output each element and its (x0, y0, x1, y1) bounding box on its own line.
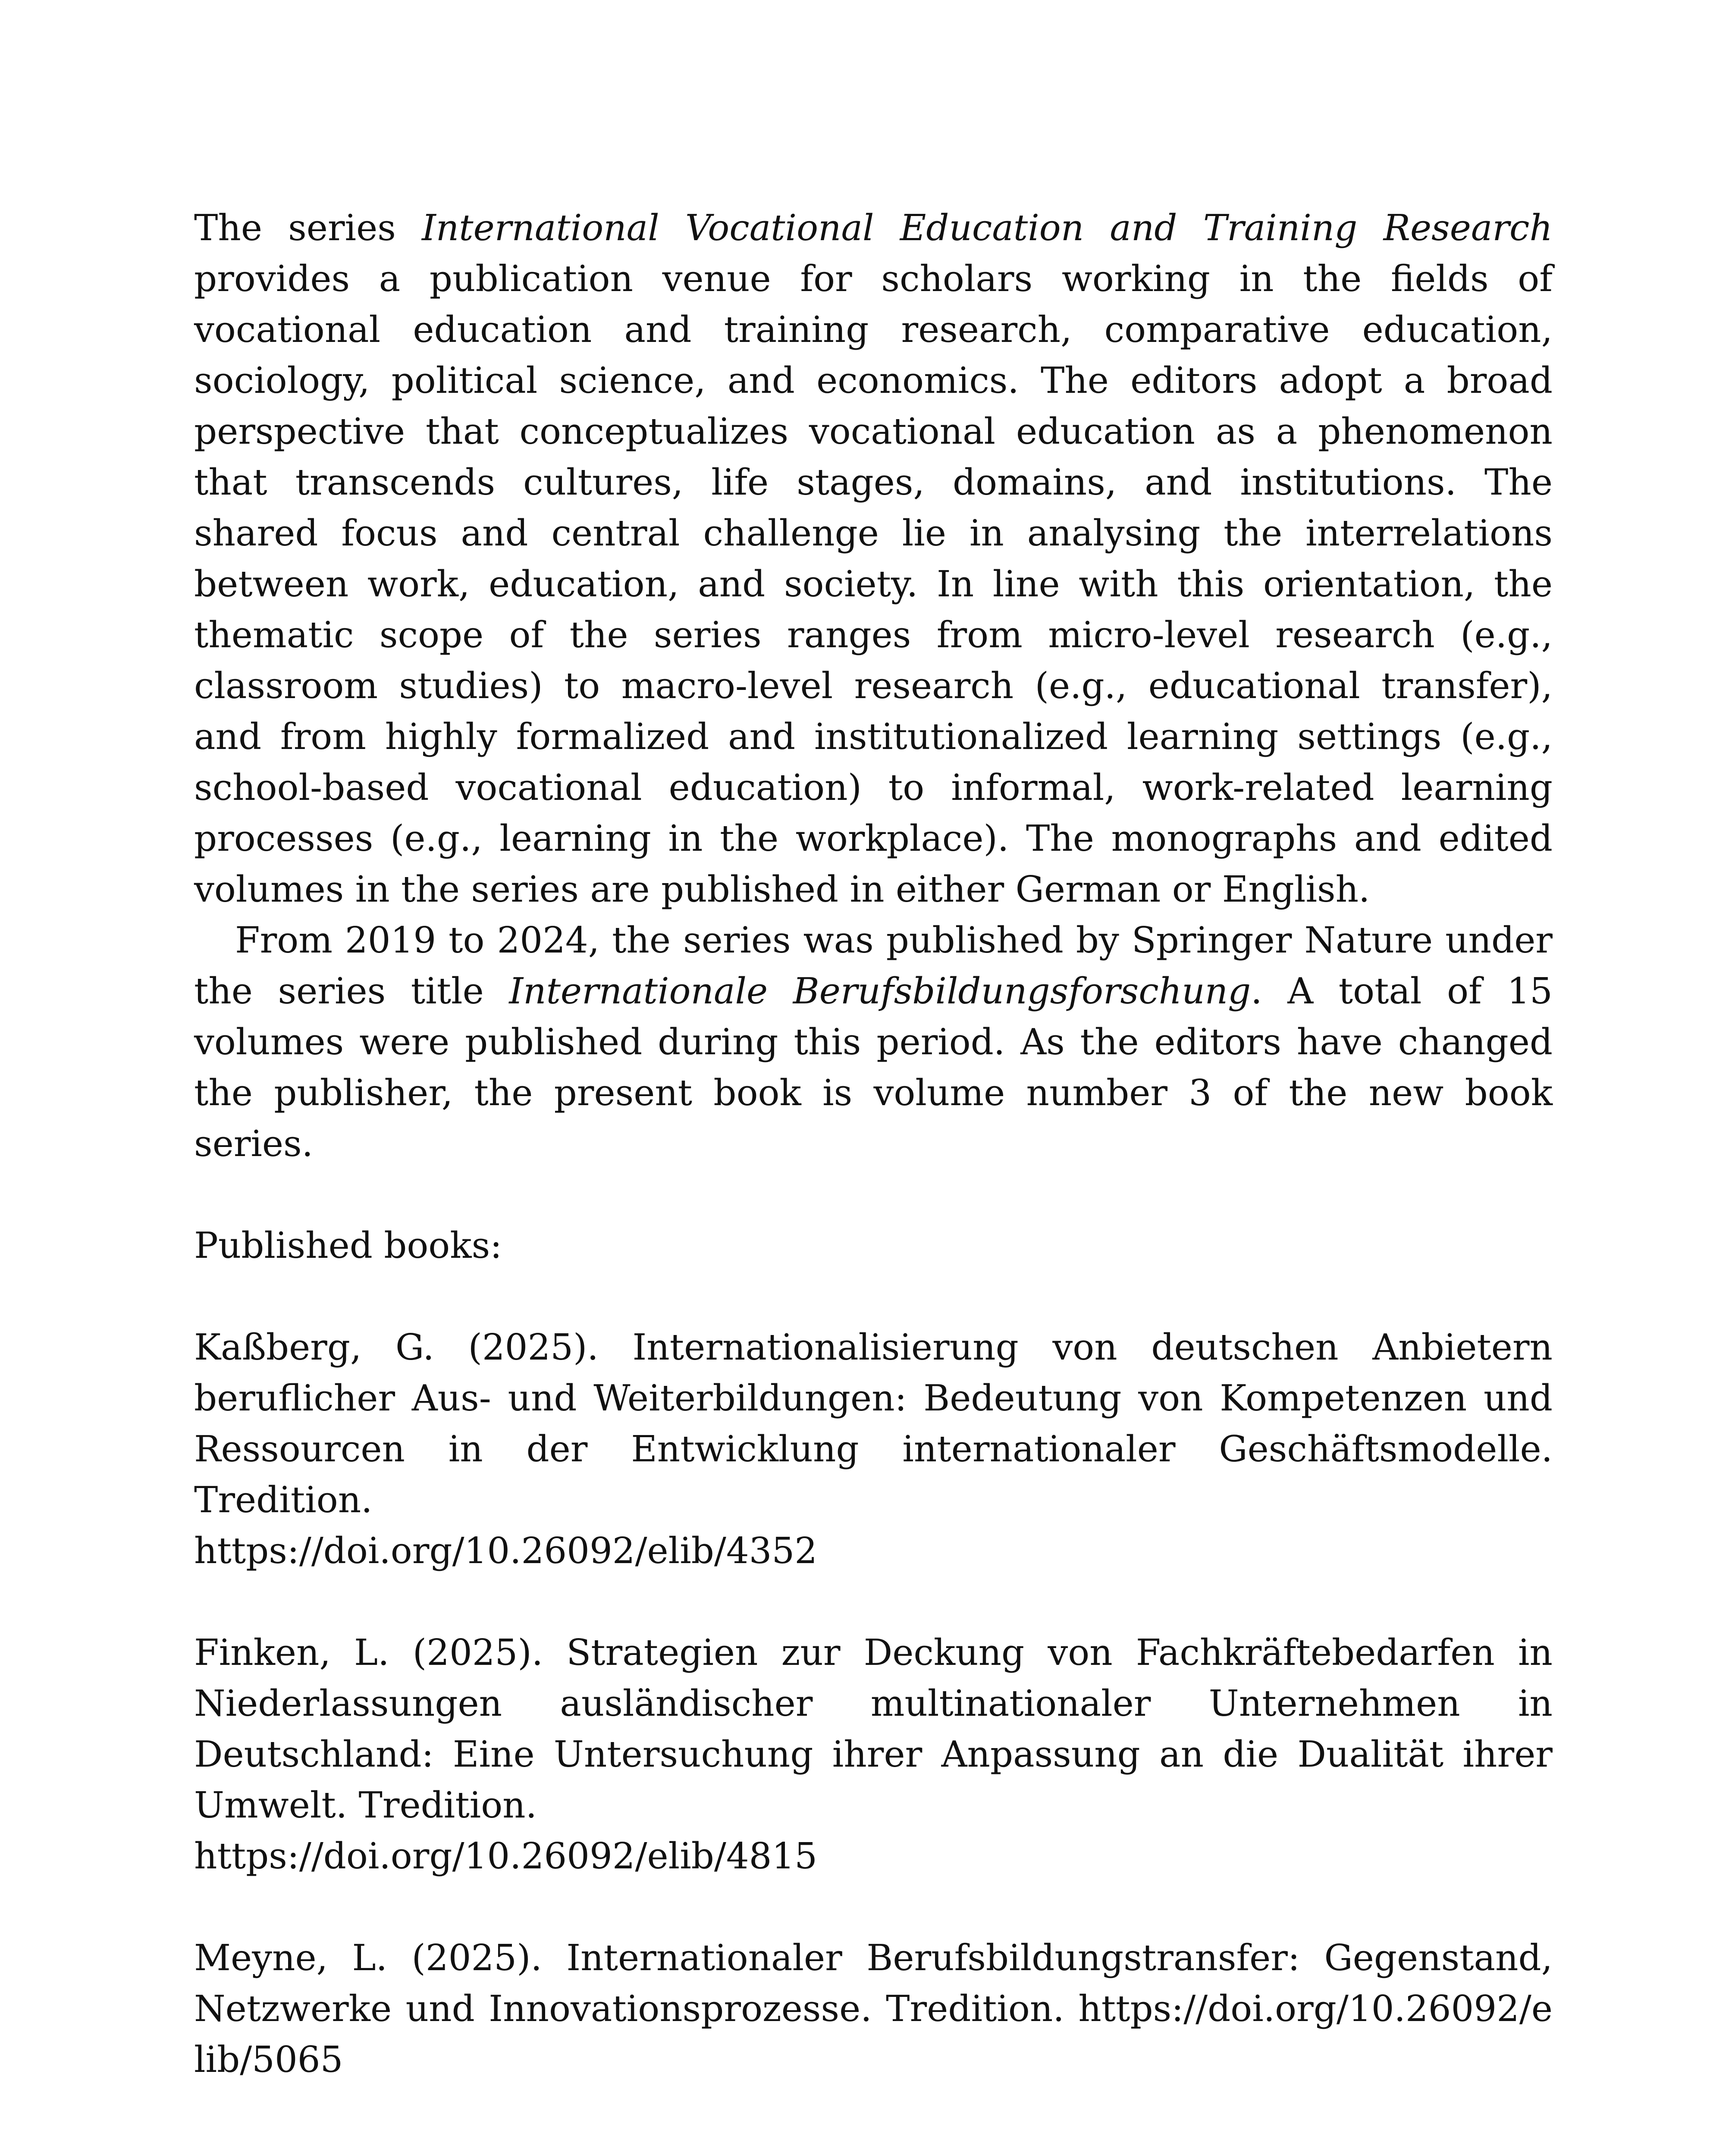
intro-text-before-title: The series (194, 207, 422, 249)
reference-item (194, 1933, 1553, 2085)
reference-text: Meyne, L. (2025). Internationaler Berufsbildungstransfer: Gegenstand, Netzwerke und Innovationsprozesse. Tredition. (194, 1937, 1553, 2030)
published-books-heading: Published books: (194, 1225, 502, 1266)
intro-paragraph-2 (194, 915, 1553, 1169)
document-page (194, 203, 1553, 2085)
reference-text: Finken, L. (2025). Strategien zur Deckung von Fachkräftebedarfen in Niederlassungen ausländischer multinationaler Unternehmen in Deutschland: Eine Untersuchung ihrer Anpassung an die Dualität ihrer Umwelt. Tredition. (194, 1632, 1553, 1826)
history-text-before-title: From 2019 to 2024, the series was published by Springer Nature under the series title (194, 919, 1553, 1012)
intro-text-after-title: provides a publication venue for scholars working in the fields of vocational education and training research, comparative education, sociology, political science, and economics. The editors adopt a broad perspective that conceptualizes vocational education as a phenomenon that transcends cultures, life stages, domains, and institutions. The shared focus and central challenge lie in analysing the interrelations between work, education, and society. In line with this orientation, the thematic scope of the series ranges from micro-level research (e.g., classroom studies) to macro-level research (e.g., educational transfer), and from highly formalized and institutionalized learning settings (e.g., school-based vocational education) to informal, work-related learning processes (e.g., learning in the workplace). The monographs and edited volumes in the series are published in either German or English. (194, 258, 1553, 910)
reference-doi-link[interactable]: https://doi.org/10.26092/elib/4352 (194, 1530, 818, 1572)
reference-item (194, 1322, 1553, 1576)
reference-text: Kaßberg, G. (2025). Internationalisierung von deutschen Anbietern beruflicher Aus- und Weiterbildungen: Bedeutung von Kompetenzen und Ressourcen in der Entwicklung internationaler Geschäftsmodelle. Tredition. (194, 1326, 1553, 1521)
history-text-after-title: . A total of 15 volumes were published during this period. As the editors have changed the publisher, the present book is volume number 3 of the new book series. (194, 970, 1553, 1165)
reference-item (194, 1627, 1553, 1882)
series-title-english: International Vocational Education and Training Research (422, 207, 1553, 249)
series-title-german: Internationale Berufsbildungsforschung (509, 970, 1251, 1012)
intro-paragraph-1 (194, 203, 1553, 915)
reference-doi-link[interactable]: https://doi.org/10.26092/elib/4815 (194, 1835, 818, 1877)
reference-doi-link[interactable]: https://doi.org/10.26092/elib/5065 (194, 1988, 1553, 2081)
